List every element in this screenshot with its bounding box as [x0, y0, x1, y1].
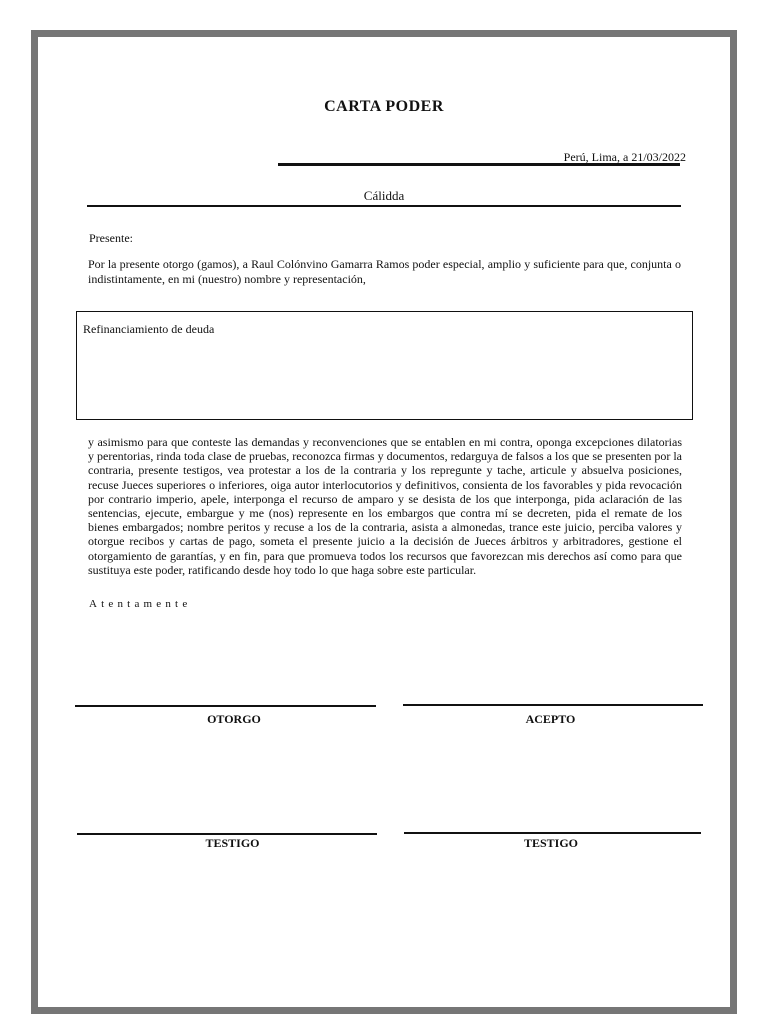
closing: Atentamente	[89, 598, 192, 610]
greeting: Presente:	[89, 231, 133, 245]
place-date: Perú, Lima, a 21/03/2022	[563, 150, 686, 164]
recipient-name: Cálidda	[363, 188, 405, 203]
witness-right-label: TESTIGO	[523, 836, 579, 850]
acceptor-signature-line	[403, 704, 703, 706]
matter-box	[76, 311, 693, 420]
recipient-underline	[87, 205, 681, 207]
witness-left-label: TESTIGO	[205, 836, 260, 850]
date-underline	[278, 163, 680, 166]
grantor-signature-line	[75, 705, 376, 707]
document-title: CARTA PODER	[324, 98, 444, 115]
acceptor-label: ACEPTO	[525, 712, 576, 726]
grantor-label: OTORGO	[207, 712, 261, 726]
witness-left-signature-line	[77, 833, 377, 835]
powers-paragraph: y asimismo para que conteste las demandas y reconvenciones que se entablen en mi contra, oponga excepciones dilatorias y perentorias, rinda toda clase de pruebas, reconozca firmas y documentos, redarguya de falsos a los que se presenten por la contraria, presente testigos, vea protestar a los de la contraria y los repregunte y tache, articule y absuelva posiciones, recuse Jueces superiores o inferiores, oiga autor interlocutorios y definitivos, consienta de los favorables y pida revocación por contrario imperio, apele, interponga el recurso de amparo y se desista de los que interponga, pida aclaración de las sentencias, ejecute, embargue y me (nos) represente en los embargos que contra mí se decreten, pida el remate de los bienes embargados; nombre peritos y recuse a los de la contraria, asista a almonedas, trance este juicio, perciba valores y otorgue recibos y cartas de pago, someta el presente juicio a la decisión de Jueces árbitros y arbitradores, gestione el otorgamiento de garantías, y en fin, para que promueva todos los recursos que favorezcan mis derechos así como para que sustituya este poder, ratificando desde hoy todo lo que haga sobre este particular.	[88, 435, 682, 577]
witness-right-signature-line	[404, 832, 701, 834]
grant-paragraph: Por la presente otorgo (gamos), a Raul Colónvino Gamarra Ramos poder especial, amplio y suficiente para que, conjunta o indistintamente, en mi (nuestro) nombre y representación,	[88, 257, 681, 286]
matter-text: Refinanciamiento de deuda	[83, 322, 215, 336]
